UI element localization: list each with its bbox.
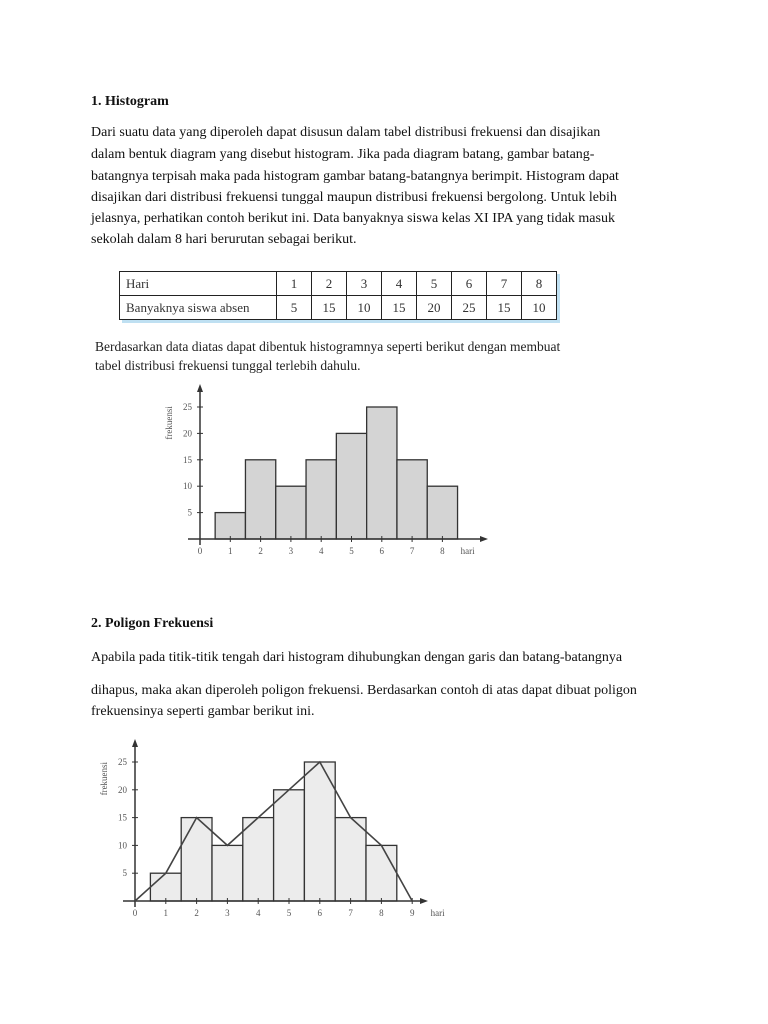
bar [212,845,243,901]
caption-line: tabel distribusi frekuensi tunggal terlebih dahulu. [95,358,361,373]
bar [181,818,212,901]
bar [274,790,305,901]
table-cell: 25 [452,296,487,320]
x-axis-arrow-icon [420,898,428,904]
paragraph-line: disajikan dari distribusi frekuensi tunggal maupun distribusi frekuensi bergolong. Untuk lebih [91,190,617,205]
x-tick-label: 7 [409,546,415,556]
y-axis-arrow-icon [132,739,138,747]
table-cell: 6 [452,272,487,296]
bar [335,818,366,901]
bar [366,845,397,901]
x-tick-label: 8 [440,546,445,556]
heading-histogram: 1. Histogram [91,94,169,109]
y-tick-label: 5 [122,868,127,879]
y-tick-label: 10 [118,840,127,851]
y-tick-label: 15 [118,812,127,823]
table-cell: 10 [347,296,382,320]
x-tick-label: 1 [228,546,233,556]
x-tick-label: 8 [379,908,384,918]
x-tick-label: 5 [286,908,292,918]
y-axis-label: frekuensi [99,761,109,796]
table-cell: 15 [382,296,417,320]
x-tick-label: 5 [349,546,354,556]
x-tick-label: 6 [317,908,323,918]
table-cell: 10 [522,296,557,320]
x-axis-label: hari [430,908,445,918]
table-cell: 15 [487,296,522,320]
x-tick-label: 3 [288,546,294,556]
y-tick-label: 5 [187,507,192,518]
x-tick-label: 1 [163,908,169,918]
paragraph-line: jelasnya, perhatikan contoh berikut ini. Data banyaknya siswa kelas XI IPA yang tidak masuk [91,211,615,226]
x-tick-label: 6 [379,546,385,556]
table-cell: 3 [347,272,382,296]
paragraph-line: dihapus, maka akan diperoleh poligon frekuensi. Berdasarkan contoh di atas dapat dibuat poligon [91,683,637,698]
x-tick-label: 3 [225,908,230,918]
table-cell: 15 [312,296,347,320]
x-tick-label: 2 [258,546,263,556]
y-tick-label: 25 [118,757,127,767]
y-axis-label: frekuensi [164,406,174,440]
table-cell: 2 [312,272,347,296]
paragraph-line: batangnya terpisah maka pada histogram gambar batang-batangnya berimpit. Histogram dapat [91,169,619,184]
y-tick-label: 20 [183,428,192,439]
x-tick-label: 4 [318,546,324,556]
bar [150,873,181,901]
row-label: Hari [120,272,277,296]
table-cell: 5 [417,272,452,296]
x-tick-label: 2 [194,908,199,918]
table-cell: 7 [487,272,522,296]
y-tick-label: 10 [183,481,192,492]
table-cell: 5 [277,296,312,320]
paragraph-line: dalam bentuk diagram yang disebut histogram. Jika pada diagram batang, gambar batang- [91,147,595,162]
row-label: Banyaknya siswa absen [120,296,277,320]
y-tick-label: 15 [183,454,192,465]
heading-polygon: 2. Poligon Frekuensi [91,616,214,631]
paragraph-line: frekuensinya seperti gambar berikut ini. [91,704,315,719]
table-cell: 1 [277,272,312,296]
paragraph-line: Apabila pada titik-titik tengah dari histogram dihubungkan dengan garis dan batang-batangnya [91,650,623,665]
x-tick-label: 0 [197,546,203,556]
x-tick-label: 0 [132,908,138,918]
x-tick-label: 9 [409,908,415,918]
paragraph-line: sekolah dalam 8 hari berurutan sebagai berikut. [91,232,357,247]
caption-line: Berdasarkan data diatas dapat dibentuk histogramnya seperti berikut dengan membuat [95,339,561,354]
paragraph-line: Dari suatu data yang diperoleh dapat disusun dalam tabel distribusi frekuensi dan disajikan [91,125,601,140]
bar [243,818,274,901]
x-axis-label: hari [460,546,475,556]
table-cell: 8 [522,272,557,296]
table-cell: 20 [417,296,452,320]
table-cell: 4 [382,272,417,296]
y-tick-label: 20 [118,784,127,795]
y-tick-label: 25 [183,402,192,412]
x-tick-label: 7 [348,908,353,918]
x-tick-label: 4 [255,908,261,918]
